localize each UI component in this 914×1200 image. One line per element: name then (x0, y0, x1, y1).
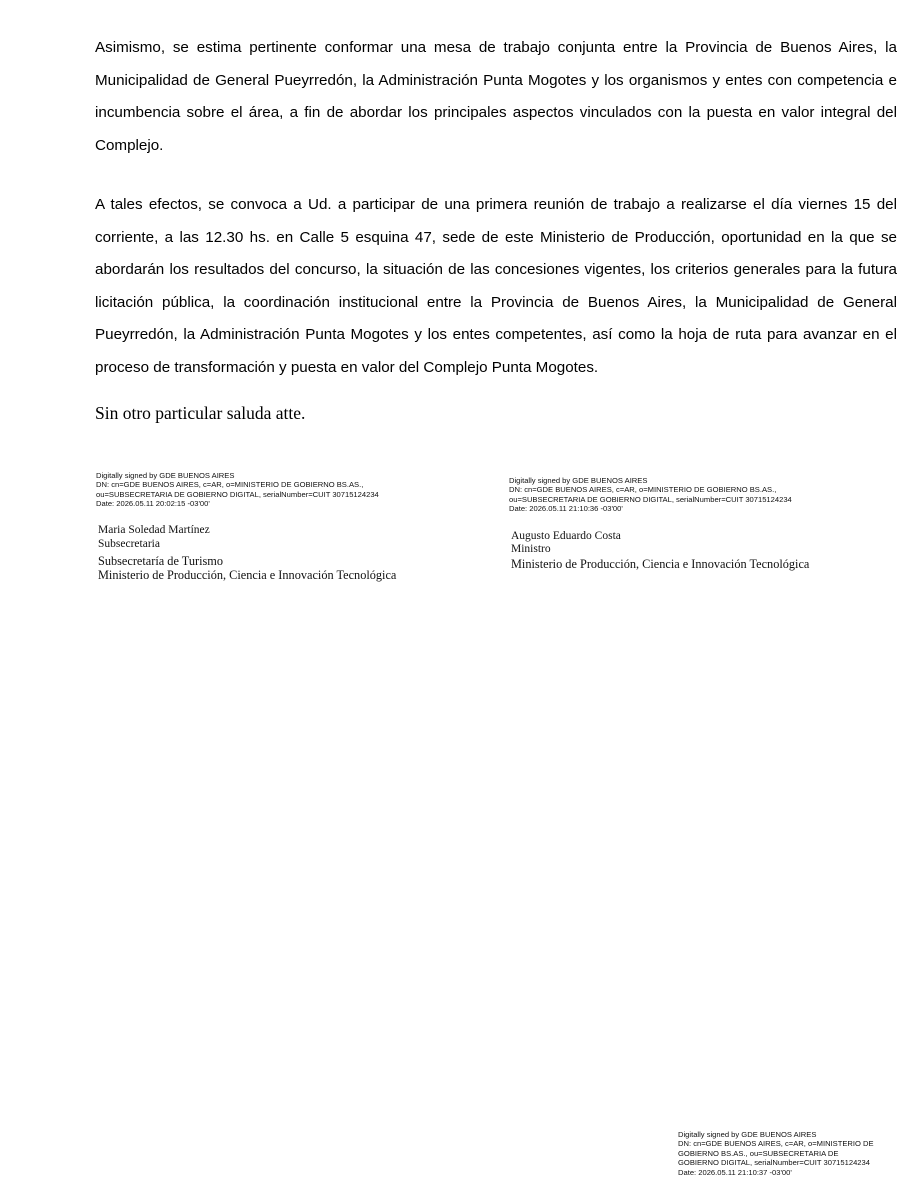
signature-dn-line: DN: cn=GDE BUENOS AIRES, c=AR, o=MINISTERIO DE GOBIERNO BS.AS., (509, 485, 777, 495)
digital-signature-stamp-3 (678, 1130, 888, 1177)
signature-dn-line: ou=SUBSECRETARIA DE GOBIERNO DIGITAL, serialNumber=CUIT 30715124234 (96, 489, 379, 499)
signature-dn-line: DN: cn=GDE BUENOS AIRES, c=AR, o=MINISTERIO DE (678, 1139, 874, 1149)
signature-date: Date: 2026.05.11 21:10:37 -03'00' (678, 1167, 792, 1177)
digital-signature-stamp-2 (509, 476, 792, 514)
digital-signature-stamp-1 (96, 471, 379, 509)
signer-role-2: Ministro (511, 543, 551, 555)
signature-dn-line: DN: cn=GDE BUENOS AIRES, c=AR, o=MINISTERIO DE GOBIERNO BS.AS., (96, 480, 364, 490)
signer-name-2: Augusto Eduardo Costa (511, 530, 621, 542)
signer-name-1: Maria Soledad Martínez (98, 524, 210, 536)
signed-by-text: Digitally signed by GDE BUENOS AIRES (678, 1130, 817, 1139)
body-paragraph-1: Asimismo, se estima pertinente conformar una mesa de trabajo conjunta entre la Provincia de Buenos Aires, la Municipalidad de General Pueyrredón, la Administración Punta Mogotes y los organismos y entes con competencia e incumbencia sobre el área, a fin de abordar los principales aspectos vinculados con la puesta en valor integral del Complejo. (95, 39, 897, 154)
signer-organization-1: Ministerio de Producción, Ciencia e Innovación Tecnológica (98, 568, 397, 582)
signature-date: Date: 2026.05.11 21:10:36 -03'00' (509, 504, 623, 514)
signer-role-1: Subsecretaria (98, 538, 160, 550)
signer-organization-2: Ministerio de Producción, Ciencia e Innovación Tecnológica (511, 557, 810, 571)
signature-dn-line: GOBIERNO BS.AS., ou=SUBSECRETARIA DE (678, 1148, 839, 1158)
signature-dn-line: ou=SUBSECRETARIA DE GOBIERNO DIGITAL, serialNumber=CUIT 30715124234 (509, 494, 792, 504)
body-paragraph-2: A tales efectos, se convoca a Ud. a participar de una primera reunión de trabajo a realizarse el día viernes 15 del corriente, a las 12.30 hs. en Calle 5 esquina 47, sede de este Ministerio de Producción, oportunidad en la que se abordarán los resultados del concurso, la situación de las concesiones vigentes, los criterios generales para la futura licitación pública, la coordinación institucional entre la Provincia de Buenos Aires, la Municipalidad de General Pueyrredón, la Administración Punta Mogotes y los entes competentes, así como la hoja de ruta para avanzar en el proceso de transformación y puesta en valor del Complejo Punta Mogotes. (95, 196, 897, 376)
signature-dn-line: GOBIERNO DIGITAL, serialNumber=CUIT 30715124234 (678, 1158, 870, 1168)
signed-by-text: Digitally signed by GDE BUENOS AIRES (509, 476, 648, 485)
signer-office-1: Subsecretaría de Turismo (98, 554, 224, 568)
signature-date: Date: 2026.05.11 20:02:15 -03'00' (96, 499, 210, 509)
signed-by-text: Digitally signed by GDE BUENOS AIRES (96, 471, 235, 480)
closing-line: Sin otro particular saluda atte. (95, 403, 306, 423)
